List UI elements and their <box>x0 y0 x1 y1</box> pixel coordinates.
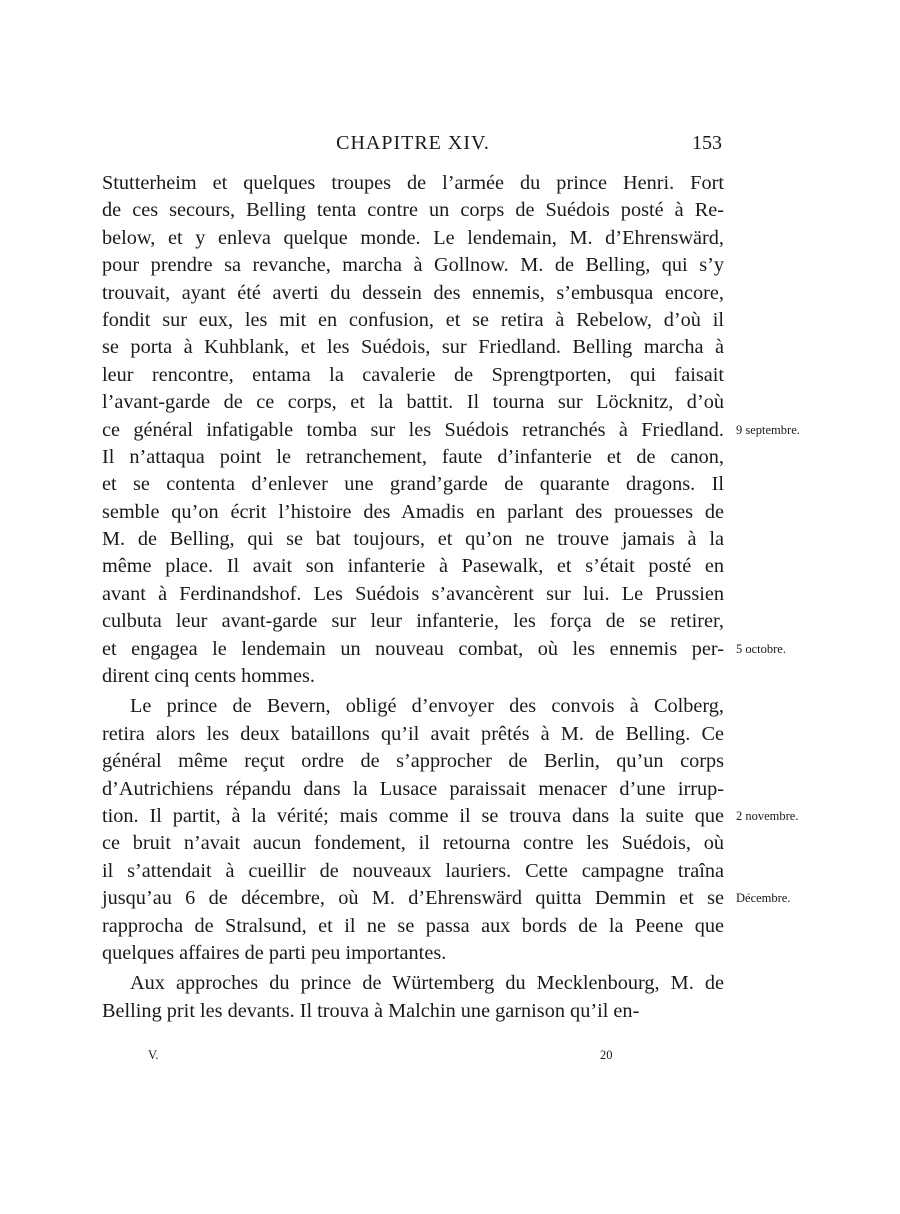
text-line <box>102 170 724 197</box>
text-line <box>102 940 724 967</box>
text-line <box>102 389 724 416</box>
line-text: retira alors les deux bataillons qu’il avait prêtés à M. de Belling. Ce <box>102 722 724 745</box>
margin-date-note: 5 octobre. <box>736 641 786 656</box>
text-line <box>102 885 791 912</box>
text-line <box>102 526 724 553</box>
text-line <box>102 608 724 635</box>
line-text: Le prince de Bevern, obligé d’envoyer des convois à Colberg, <box>130 695 724 718</box>
margin-date-note: 9 septembre. <box>736 422 800 437</box>
text-line <box>102 636 786 663</box>
text-line <box>102 362 724 389</box>
line-text: fondit sur eux, les mit en confusion, et se retira à Rebelow, d’où il <box>102 308 724 331</box>
line-text: se porta à Kuhblank, et les Suédois, sur Friedland. Belling marcha à <box>102 336 724 359</box>
paragraph <box>102 693 799 967</box>
line-text: pour prendre sa revanche, marcha à Gollnow. M. de Belling, qui s’y <box>102 254 724 277</box>
line-text: ce bruit n’avait aucun fondement, il retourna contre les Suédois, où <box>102 832 724 855</box>
line-text: culbuta leur avant-garde sur leur infanterie, les força de se retirer, <box>102 610 724 633</box>
margin-date-note: Décembre. <box>736 891 791 906</box>
line-text: de ces secours, Belling tenta contre un corps de Suédois posté à Re- <box>102 199 724 222</box>
line-text: et engagea le lendemain un nouveau combat, où les ennemis per- <box>102 637 724 660</box>
line-text: M. de Belling, qui se bat toujours, et qu’on ne trouve jamais à la <box>102 528 724 551</box>
line-text: below, et y enleva quelque monde. Le lendemain, M. d’Ehrenswärd, <box>102 226 724 249</box>
sheet-number: 20 <box>600 1048 613 1062</box>
line-text: Belling prit les devants. Il trouva à Malchin une garnison qu’il en- <box>102 999 640 1022</box>
line-text: et se contenta d’enlever une grand’garde de quarante dragons. Il <box>102 473 724 496</box>
line-text: général même reçut ordre de s’approcher de Berlin, qu’un corps <box>102 750 724 773</box>
margin-date-note: 2 novembre. <box>736 808 799 823</box>
text-line <box>102 499 724 526</box>
line-text: Aux approches du prince de Würtemberg du Mecklenbourg, M. de <box>130 972 724 995</box>
text-line <box>102 776 724 803</box>
line-text: d’Autrichiens répandu dans la Lusace paraissait menacer d’une irrup- <box>102 777 724 800</box>
text-line <box>102 334 724 361</box>
text-line <box>102 307 724 334</box>
page-footer <box>102 1048 724 1068</box>
text-line <box>102 693 724 720</box>
line-text: jusqu’au 6 de décembre, où M. d’Ehrenswärd quitta Demmin et se <box>102 887 724 910</box>
body-text <box>102 170 800 1025</box>
line-text: quelques affaires de parti peu importantes. <box>102 941 447 964</box>
paragraph <box>102 970 724 1025</box>
text-line <box>102 225 724 252</box>
text-line <box>102 581 724 608</box>
line-text: ce général infatigable tomba sur les Suédois retranchés à Friedland. <box>102 418 724 441</box>
line-text: même place. Il avait son infanterie à Pasewalk, et s’était posté en <box>102 555 724 578</box>
line-text: Il n’attaqua point le retranchement, faute d’infanterie et de canon, <box>102 445 724 468</box>
text-line <box>102 197 724 224</box>
text-line <box>102 748 724 775</box>
line-text: il s’attendait à cueillir de nouveaux lauriers. Cette campagne traîna <box>102 859 724 882</box>
text-line <box>102 970 724 997</box>
line-text: Stutterheim et quelques troupes de l’armée du prince Henri. Fort <box>102 172 724 194</box>
line-text: l’avant-garde de ce corps, et la battit. Il tourna sur Löcknitz, d’où <box>102 391 724 414</box>
text-line <box>102 803 799 830</box>
text-line <box>102 998 724 1025</box>
text-line <box>102 471 724 498</box>
line-text: dirent cinq cents hommes. <box>102 665 315 688</box>
text-line <box>102 444 724 471</box>
chapter-title: CHAPITRE XIV. <box>336 132 490 154</box>
text-line <box>102 721 724 748</box>
paragraph <box>102 170 800 690</box>
line-text: rapprocha de Stralsund, et il ne se passa aux bords de la Peene que <box>102 914 724 937</box>
text-line <box>102 417 800 444</box>
line-text: avant à Ferdinandshof. Les Suédois s’avancèrent sur lui. Le Prussien <box>102 582 724 605</box>
page-number: 153 <box>692 132 722 154</box>
signature-mark: V. <box>148 1048 159 1062</box>
text-line <box>102 280 724 307</box>
text-line <box>102 858 724 885</box>
text-line <box>102 663 724 690</box>
text-line <box>102 252 724 279</box>
line-text: semble qu’on écrit l’histoire des Amadis en parlant des prouesses de <box>102 500 724 523</box>
line-text: tion. Il partit, à la vérité; mais comme il se trouva dans la suite que <box>102 804 724 827</box>
running-head <box>102 132 724 158</box>
text-line <box>102 553 724 580</box>
text-line <box>102 830 724 857</box>
text-line <box>102 913 724 940</box>
line-text: leur rencontre, entama la cavalerie de Sprengtporten, qui faisait <box>102 363 724 386</box>
line-text: trouvait, ayant été averti du dessein des ennemis, s’embusqua encore, <box>102 281 724 304</box>
